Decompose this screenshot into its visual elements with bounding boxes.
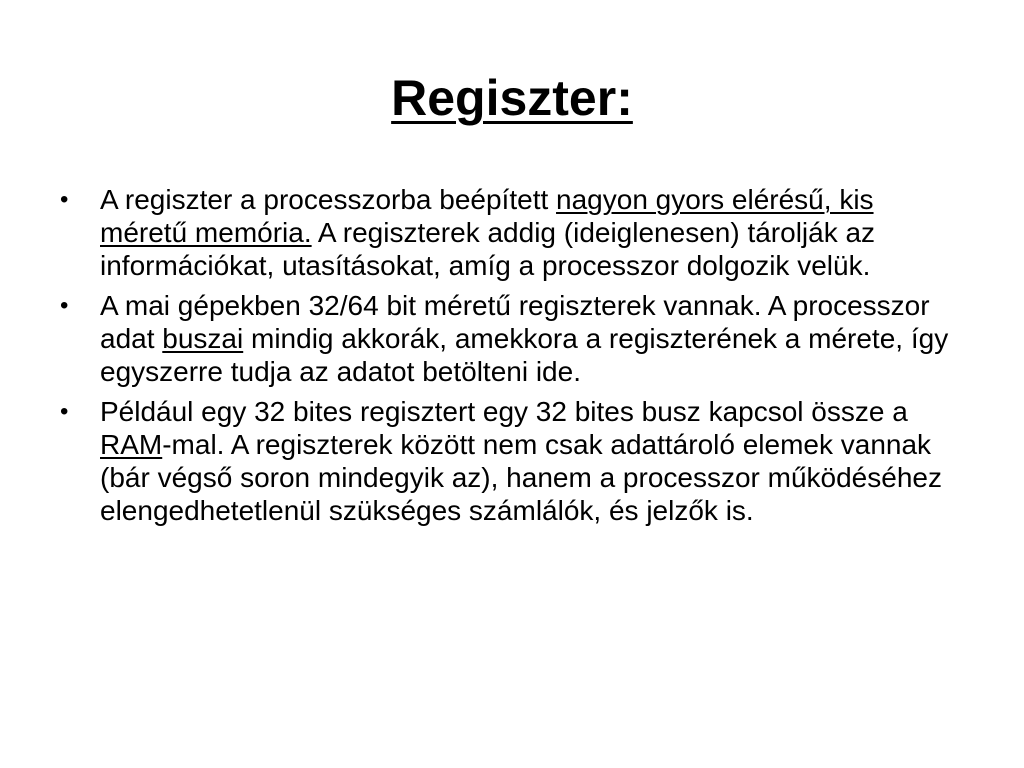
bullet-dot-icon: • <box>60 186 69 213</box>
bullet-text <box>100 290 948 387</box>
text-run: A regiszterek addig (ideiglenesen) tárolják az információkat, utasításokat, amíg a processzor dolgozik velük. <box>100 217 876 281</box>
underlined-link-ram[interactable]: RAM <box>100 429 163 460</box>
bullet-dot-icon: • <box>60 398 69 425</box>
text-run: Például egy 32 bites regisztert egy 32 bites busz kapcsol össze a <box>100 396 908 427</box>
text-run: A regiszter a processzorba beépített <box>100 184 557 215</box>
slide-title-text: Regiszter: <box>391 70 633 126</box>
bullet-dot-icon: • <box>60 292 69 319</box>
bullet-item <box>58 395 958 527</box>
bullet-text <box>100 184 875 281</box>
underlined-link-buszai[interactable]: buszai <box>162 323 244 354</box>
bullet-item <box>58 183 958 282</box>
text-run: -mal. A regiszterek között nem csak adattároló elemek vannak (bár végső soron mindegyik az), hanem a processzor működéséhez elengedhetetlenül szükséges számlálók, és jelzők is. <box>100 429 942 526</box>
underlined-text-run: nagyon gyors elérésű, kis méretű memória. <box>100 184 874 248</box>
text-run: mindig akkorák, amekkora a regiszterének a mérete, így egyszerre tudja az adatot betölteni ide. <box>100 323 949 387</box>
slide-title <box>0 58 1024 138</box>
bullet-item <box>58 289 958 388</box>
text-run: A mai gépekben 32/64 bit méretű regiszterek vannak. A processzor adat <box>100 290 930 354</box>
bullet-list <box>58 183 958 534</box>
bullet-text <box>100 396 942 526</box>
